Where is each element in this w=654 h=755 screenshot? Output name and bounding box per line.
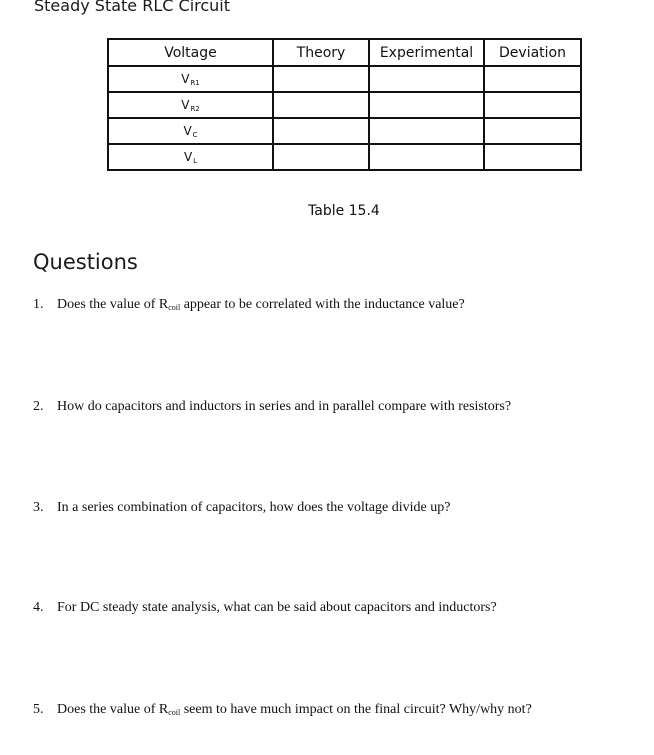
table-row — [108, 92, 581, 118]
question-text: Does the value of $R_{coil}$ appear to be correlated with the inductance value? — [57, 297, 465, 312]
question-text: For DC steady state analysis, what can be said about capacitors and inductors? — [57, 600, 497, 615]
voltage-symbol: $V_C$ — [183, 124, 198, 139]
question-item — [33, 297, 465, 313]
voltage-label-cell — [108, 66, 273, 92]
deviation-cell[interactable] — [484, 66, 581, 92]
theory-cell[interactable] — [273, 92, 369, 118]
deviation-cell[interactable] — [484, 92, 581, 118]
voltage-label-cell — [108, 144, 273, 170]
experimental-cell[interactable] — [369, 118, 484, 144]
table-header-row — [108, 39, 581, 66]
question-item — [33, 600, 497, 616]
column-header-voltage: Voltage — [108, 39, 273, 66]
experimental-cell[interactable] — [369, 144, 484, 170]
column-header-theory: Theory — [273, 39, 369, 66]
question-item — [33, 500, 450, 516]
theory-cell[interactable] — [273, 144, 369, 170]
voltage-symbol: $V_{R1}$ — [181, 72, 200, 87]
question-number: 3. — [33, 500, 44, 515]
question-number: 4. — [33, 600, 44, 615]
experimental-cell[interactable] — [369, 92, 484, 118]
voltage-table — [107, 38, 582, 171]
question-text: In a series combination of capacitors, how does the voltage divide up? — [57, 500, 451, 515]
question-item — [33, 399, 511, 415]
voltage-label-cell — [108, 92, 273, 118]
table-caption: Table 15.4 — [308, 203, 380, 219]
theory-cell[interactable] — [273, 66, 369, 92]
page-title: Steady State RLC Circuit — [34, 0, 231, 15]
deviation-cell[interactable] — [484, 118, 581, 144]
question-number: 1. — [33, 297, 44, 312]
table-row — [108, 66, 581, 92]
table-row — [108, 144, 581, 170]
table-row — [108, 118, 581, 144]
voltage-symbol: $V_L$ — [183, 150, 198, 165]
questions-heading: Questions — [33, 250, 138, 274]
question-item — [33, 702, 532, 718]
question-number: 2. — [33, 399, 44, 414]
voltage-label-cell — [108, 118, 273, 144]
question-number: 5. — [33, 702, 44, 717]
experimental-cell[interactable] — [369, 66, 484, 92]
column-header-experimental: Experimental — [369, 39, 484, 66]
voltage-symbol: $V_{R2}$ — [181, 98, 200, 113]
question-text: How do capacitors and inductors in series and in parallel compare with resistors? — [57, 399, 512, 414]
question-text: Does the value of $R_{coil}$ seem to have much impact on the final circuit? Why/why not? — [57, 702, 532, 717]
theory-cell[interactable] — [273, 118, 369, 144]
deviation-cell[interactable] — [484, 144, 581, 170]
column-header-deviation: Deviation — [484, 39, 581, 66]
